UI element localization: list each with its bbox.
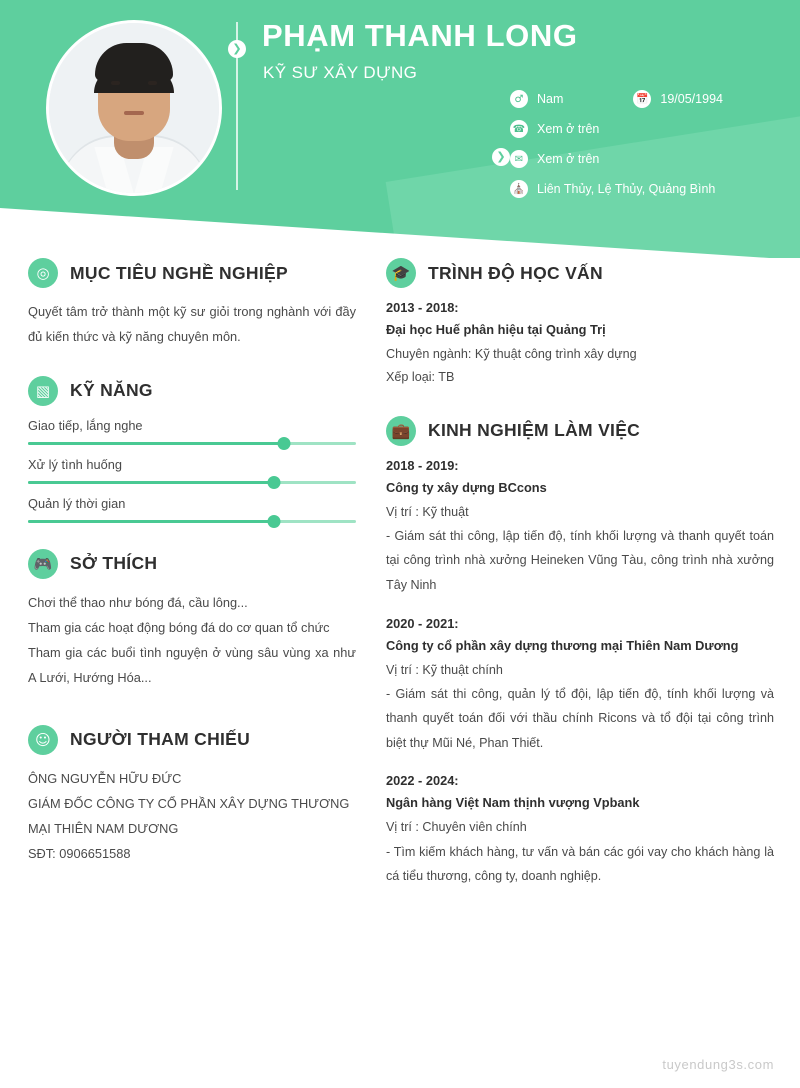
header-wedge bbox=[0, 208, 800, 258]
phone-icon: ☎ bbox=[510, 120, 528, 138]
graduation-cap-icon: 🎓 bbox=[386, 258, 416, 288]
skill-bar-fill bbox=[28, 520, 274, 523]
education-entry bbox=[386, 300, 774, 390]
contact-birthday-text: 19/05/1994 bbox=[660, 92, 723, 106]
email-icon: ✉ bbox=[510, 150, 528, 168]
skill-item bbox=[28, 496, 356, 523]
section-hobbies-title: SỞ THÍCH bbox=[70, 553, 158, 574]
education-date: 2013 - 2018: bbox=[386, 300, 459, 315]
contact-gender-text: Nam bbox=[537, 92, 564, 106]
skill-label: Xử lý tình huống bbox=[28, 456, 122, 472]
contact-birthday bbox=[633, 90, 723, 108]
skill-bar bbox=[28, 520, 356, 523]
section-hobbies-header bbox=[28, 549, 356, 579]
section-objective bbox=[28, 258, 356, 350]
section-objective-header bbox=[28, 258, 356, 288]
reference-position: GIÁM ĐỐC CÔNG TY CỔ PHẦN XÂY DỰNG THƯƠNG MẠI THIÊN NAM DƯƠNG bbox=[28, 795, 350, 836]
resume-header bbox=[0, 0, 800, 258]
contact-phone-text: Xem ở trên bbox=[537, 122, 600, 136]
left-column bbox=[28, 258, 356, 893]
education-major: Chuyên ngành: Kỹ thuật công trình xây dựng bbox=[386, 347, 637, 361]
experience-position: Vị trí : Kỹ thuật bbox=[386, 504, 469, 519]
chevron-right-icon: ❯ bbox=[228, 40, 246, 58]
section-experience bbox=[386, 416, 774, 889]
section-experience-title: KINH NGHIỆM LÀM VIỆC bbox=[428, 420, 641, 441]
skill-bar-fill bbox=[28, 481, 274, 484]
contact-block bbox=[510, 90, 780, 210]
skill-bar-knob bbox=[277, 437, 290, 450]
avatar bbox=[46, 20, 222, 196]
experience-date: 2020 - 2021: bbox=[386, 615, 459, 631]
contact-address bbox=[510, 180, 780, 198]
section-reference bbox=[28, 725, 356, 867]
experience-company: Công ty cổ phần xây dựng thương mại Thiên Nam Dương bbox=[386, 637, 739, 653]
experience-entry bbox=[386, 616, 774, 756]
hobby-line: Tham gia các buổi tình nguyện ở vùng sâu vùng xa như A Lưới, Hướng Hóa... bbox=[28, 644, 356, 685]
skill-bar-knob bbox=[268, 476, 281, 489]
experience-date: 2018 - 2019: bbox=[386, 457, 459, 473]
section-education bbox=[386, 258, 774, 390]
resume-body bbox=[0, 258, 800, 1088]
skill-bar bbox=[28, 442, 356, 445]
contact-address-text: Liên Thủy, Lệ Thủy, Quảng Bình bbox=[537, 182, 716, 196]
skill-item bbox=[28, 457, 356, 484]
location-icon: ⛪ bbox=[510, 180, 528, 198]
contact-gender bbox=[510, 90, 563, 108]
experience-position: Vị trí : Kỹ thuật chính bbox=[386, 662, 503, 677]
hobby-line: Chơi thể thao như bóng đá, cầu lông... bbox=[28, 594, 248, 610]
contact-email[interactable] bbox=[510, 150, 780, 168]
contact-email-text: Xem ở trên bbox=[537, 152, 600, 166]
gender-icon: ♂ bbox=[510, 90, 528, 108]
experience-description: - Tìm kiếm khách hàng, tư vấn và bán các gói vay cho khách hàng là cá tiểu thương, công ty, doanh nghiệp. bbox=[386, 844, 774, 884]
objective-text: Quyết tâm trở thành một kỹ sư giỏi trong nghành với đầy đủ kiến thức và kỹ năng chuyên môn. bbox=[28, 304, 356, 344]
skill-bar-fill bbox=[28, 442, 284, 445]
section-education-title: TRÌNH ĐỘ HỌC VẤN bbox=[428, 262, 603, 283]
section-experience-header bbox=[386, 416, 774, 446]
section-reference-header bbox=[28, 725, 356, 755]
skill-bar-knob bbox=[268, 515, 281, 528]
calendar-icon: 📅 bbox=[633, 90, 651, 108]
right-column bbox=[386, 258, 774, 915]
experience-description: - Giám sát thi công, quản lý tổ đội, lập tiến độ, tính khối lượng và thanh quyết toán đối với thầu chính Ricons và tổ đội tại công trình biệt thự Mũi Né, Phan Thiết. bbox=[386, 686, 774, 750]
experience-company: Công ty xây dựng BCcons bbox=[386, 479, 547, 495]
hobby-line: Tham gia các hoạt động bóng đá do cơ quan tổ chức bbox=[28, 619, 330, 635]
candidate-job-title: KỸ SƯ XÂY DỰNG bbox=[263, 63, 418, 82]
candidate-name: PHẠM THANH LONG bbox=[262, 18, 578, 53]
chevron-right-icon: ❯ bbox=[492, 148, 510, 166]
skill-item bbox=[28, 418, 356, 445]
watermark: tuyendung3s.com bbox=[662, 1057, 774, 1072]
section-education-header bbox=[386, 258, 774, 288]
section-skills-title: KỸ NĂNG bbox=[70, 380, 153, 401]
person-icon: ☺ bbox=[28, 725, 58, 755]
section-skills-header bbox=[28, 376, 356, 406]
experience-entry bbox=[386, 458, 774, 598]
skill-label: Giao tiếp, lắng nghe bbox=[28, 417, 143, 433]
reference-name: ÔNG NGUYỄN HỮU ĐỨC bbox=[28, 770, 182, 786]
education-grade: Xếp loại: TB bbox=[386, 370, 455, 385]
skill-label: Quản lý thời gian bbox=[28, 495, 126, 511]
skill-bar bbox=[28, 481, 356, 484]
section-reference-title: NGƯỜI THAM CHIẾU bbox=[70, 729, 251, 750]
reference-phone: SĐT: 0906651588 bbox=[28, 845, 131, 861]
section-skills bbox=[28, 376, 356, 523]
target-icon: ◎ bbox=[28, 258, 58, 288]
briefcase-icon: 💼 bbox=[386, 416, 416, 446]
education-school: Đại học Huế phân hiệu tại Quảng Trị bbox=[386, 322, 606, 337]
chart-icon: ▧ bbox=[28, 376, 58, 406]
experience-entry bbox=[386, 773, 774, 888]
section-objective-title: MỤC TIÊU NGHỀ NGHIỆP bbox=[70, 262, 288, 283]
experience-date: 2022 - 2024: bbox=[386, 773, 459, 789]
experience-company: Ngân hàng Việt Nam thịnh vượng Vpbank bbox=[386, 795, 640, 811]
avatar-photo bbox=[49, 23, 219, 193]
section-hobbies bbox=[28, 549, 356, 691]
gamepad-icon: 🎮 bbox=[28, 549, 58, 579]
experience-description: - Giám sát thi công, lập tiến độ, tính khối lượng và thanh quyết toán tại công trình nhà xưởng Heineken Vũng Tàu, công trình nhà xưởng Tây Ninh bbox=[386, 528, 774, 592]
experience-position: Vị trí : Chuyên viên chính bbox=[386, 820, 527, 835]
contact-phone[interactable] bbox=[510, 120, 780, 138]
